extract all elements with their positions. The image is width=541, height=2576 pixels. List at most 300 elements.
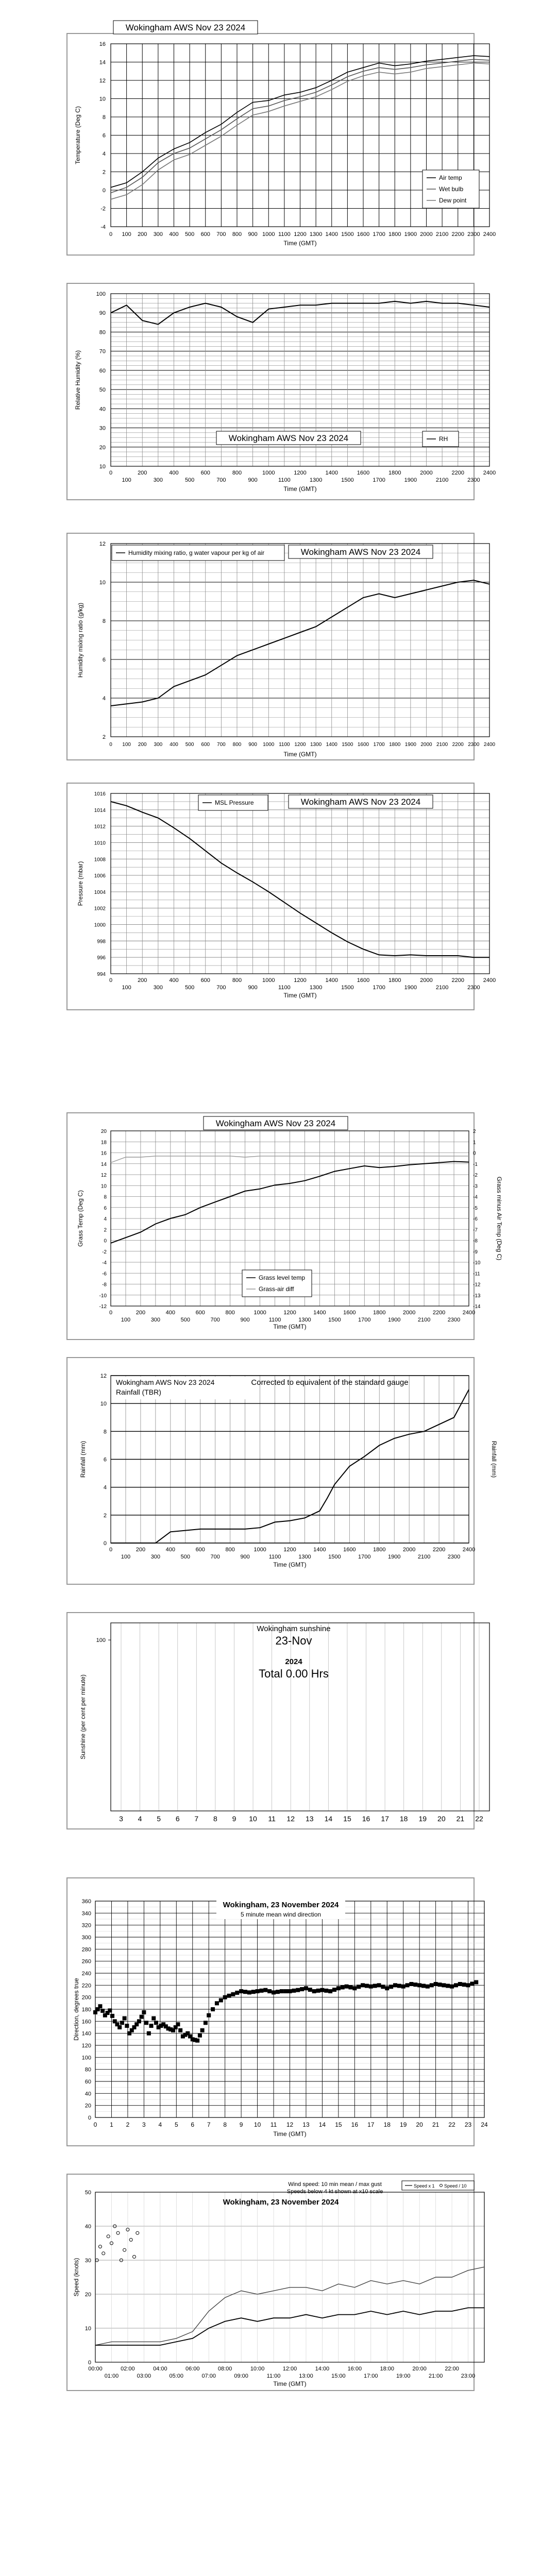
x-tick-label: 7 bbox=[207, 2121, 211, 2128]
x-tick-label: 22 bbox=[448, 2121, 455, 2128]
x-tick-label: 2400 bbox=[483, 470, 496, 476]
x-tick-label: 600 bbox=[200, 977, 210, 984]
data-point bbox=[470, 1981, 474, 1986]
y-tick-label: 4 bbox=[102, 151, 106, 157]
y-tick-label: 4 bbox=[103, 1484, 107, 1491]
x-tick-label: 2300 bbox=[447, 1317, 461, 1323]
y-tick-label: 340 bbox=[81, 1910, 91, 1917]
x-tick-label: 300 bbox=[153, 985, 163, 991]
x-tick-label: 07:00 bbox=[201, 2373, 216, 2379]
y-tick-label: 0 bbox=[88, 2115, 91, 2121]
x-tick-label: 18 bbox=[383, 2121, 391, 2128]
x-tick-label: 16 bbox=[362, 1815, 370, 1823]
x-tick-label: 1500 bbox=[328, 1317, 341, 1323]
x-tick-label: 10:00 bbox=[250, 2366, 265, 2372]
x-tick-label: 16:00 bbox=[347, 2366, 362, 2372]
data-point bbox=[117, 2025, 122, 2029]
data-point bbox=[437, 1982, 442, 1987]
y-tick-label: 300 bbox=[81, 1935, 91, 1941]
x-tick-label: 24 bbox=[481, 2121, 488, 2128]
y2-tick-label: -13 bbox=[473, 1293, 481, 1299]
data-point bbox=[312, 1989, 316, 1993]
y-tick-label: 100 bbox=[81, 2055, 91, 2061]
x-tick-label: 6 bbox=[175, 1815, 180, 1823]
data-point bbox=[393, 1983, 397, 1987]
x-tick-label: 300 bbox=[150, 1554, 161, 1560]
x-tick-label: 600 bbox=[200, 231, 210, 238]
x-tick-label: 1300 bbox=[309, 477, 323, 483]
chart-frame bbox=[67, 33, 474, 255]
data-point bbox=[405, 1983, 410, 1987]
y-tick-label: -4 bbox=[100, 224, 106, 230]
x-tick-label: 1400 bbox=[326, 742, 337, 748]
chart-frame bbox=[67, 1613, 474, 1829]
x-tick-label: 00:00 bbox=[88, 2366, 103, 2372]
y2-tick-label: -9 bbox=[473, 1249, 478, 1255]
y-tick-label: 2 bbox=[102, 734, 106, 740]
data-point bbox=[98, 2245, 102, 2248]
data-point bbox=[151, 2016, 156, 2021]
y-tick-label: 80 bbox=[99, 329, 106, 336]
x-tick-label: 20 bbox=[416, 2121, 423, 2128]
data-point bbox=[267, 1989, 272, 1993]
x-axis-label: Time (GMT) bbox=[273, 2380, 307, 2387]
x-tick-label: 2000 bbox=[402, 1547, 416, 1553]
x-tick-label: 500 bbox=[184, 477, 195, 483]
data-point bbox=[348, 1985, 352, 1989]
data-point bbox=[207, 2013, 211, 2018]
x-tick-label: 2100 bbox=[435, 985, 449, 991]
data-point bbox=[276, 1990, 280, 1994]
x-tick-label: 100 bbox=[122, 985, 131, 991]
x-tick-label: 1100 bbox=[278, 985, 291, 991]
y-tick-label: -2 bbox=[100, 206, 106, 212]
chart-date: 23-Nov bbox=[275, 1634, 312, 1647]
x-tick-label: 200 bbox=[138, 231, 147, 238]
y-tick-label: 6 bbox=[104, 1205, 107, 1211]
x-tick-label: 1200 bbox=[283, 1547, 296, 1553]
data-point bbox=[227, 1994, 231, 1998]
x-tick-label: 19:00 bbox=[396, 2373, 411, 2379]
x-tick-label: 5 bbox=[174, 2121, 178, 2128]
x-tick-label: 2300 bbox=[467, 231, 480, 238]
x-tick-label: 01:00 bbox=[104, 2373, 119, 2379]
x-tick-label: 0 bbox=[109, 977, 113, 984]
y2-tick-label: 1 bbox=[473, 1140, 476, 1146]
data-point bbox=[219, 1998, 223, 2003]
y-tick-label: 12 bbox=[99, 78, 106, 84]
x-tick-label: 1300 bbox=[309, 231, 323, 238]
x-tick-label: 2000 bbox=[420, 231, 433, 238]
x-tick-label: 100 bbox=[121, 1317, 131, 1323]
y-tick-label: 40 bbox=[84, 2224, 91, 2230]
chart-title: Wokingham, 23 November 2024 bbox=[223, 2198, 339, 2207]
x-tick-label: 900 bbox=[248, 231, 258, 238]
y2-axis-label: Rainfall (mm) bbox=[491, 1440, 498, 1478]
x-tick-label: 22 bbox=[475, 1815, 483, 1823]
x-tick-label: 400 bbox=[169, 977, 179, 984]
y-tick-label: 8 bbox=[103, 1429, 107, 1435]
x-tick-label: 0 bbox=[109, 1310, 113, 1316]
data-point bbox=[401, 1985, 405, 1989]
y2-tick-label: -7 bbox=[473, 1227, 478, 1233]
y-tick-label: -8 bbox=[102, 1282, 107, 1288]
data-point bbox=[259, 1989, 263, 1993]
data-point bbox=[345, 1985, 349, 1989]
data-point bbox=[369, 1985, 373, 1989]
data-point bbox=[462, 1982, 466, 1987]
y-tick-label: 8 bbox=[102, 114, 106, 121]
y-tick-label: 12 bbox=[100, 1173, 107, 1178]
x-tick-label: 1200 bbox=[294, 470, 307, 476]
x-tick-label: 1 bbox=[110, 2121, 113, 2128]
x-tick-label: 2200 bbox=[432, 1547, 446, 1553]
x-tick-label: 2100 bbox=[435, 477, 449, 483]
x-tick-label: 9 bbox=[239, 2121, 243, 2128]
y-tick-label: 1006 bbox=[94, 873, 106, 879]
plot-area bbox=[111, 1623, 489, 1811]
x-tick-label: 3 bbox=[119, 1815, 123, 1823]
x-tick-label: 20:00 bbox=[412, 2366, 427, 2372]
data-point bbox=[144, 2021, 148, 2025]
chart-grass-temp bbox=[0, 1103, 541, 1350]
chart-rainfall bbox=[0, 1347, 541, 1589]
y-tick-label: 14 bbox=[99, 59, 106, 66]
y-tick-label: 0 bbox=[102, 188, 106, 194]
y-tick-label: 10 bbox=[99, 464, 106, 470]
data-point bbox=[296, 1988, 300, 1992]
legend-label: Wet bulb bbox=[439, 185, 464, 193]
chart-wind-direction bbox=[0, 1868, 541, 2156]
x-tick-label: 1000 bbox=[262, 977, 275, 984]
x-tick-label: 18:00 bbox=[380, 2366, 395, 2372]
chart-annotation: Corrected to equivalent of the standard gauge bbox=[251, 1378, 409, 1387]
x-tick-label: 4 bbox=[158, 2121, 162, 2128]
x-tick-label: 7 bbox=[194, 1815, 199, 1823]
x-tick-label: 21:00 bbox=[428, 2373, 443, 2379]
data-point bbox=[100, 2009, 105, 2013]
data-point bbox=[288, 1989, 292, 1993]
x-tick-label: 1000 bbox=[253, 1547, 266, 1553]
x-tick-label: 15 bbox=[335, 2121, 342, 2128]
y-tick-label: 12 bbox=[100, 1373, 107, 1379]
data-point bbox=[320, 1988, 324, 1992]
data-point bbox=[304, 1986, 308, 1990]
x-tick-label: 1400 bbox=[325, 231, 338, 238]
x-tick-label: 800 bbox=[232, 470, 242, 476]
x-tick-label: 21 bbox=[456, 1815, 465, 1823]
x-tick-label: 0 bbox=[93, 2121, 97, 2128]
y-tick-label: 260 bbox=[81, 1958, 91, 1965]
x-tick-label: 1900 bbox=[404, 231, 417, 238]
chart-title: Wokingham, 23 November 2024 bbox=[223, 1901, 339, 1909]
x-tick-label: 200 bbox=[138, 470, 147, 476]
x-tick-label: 400 bbox=[169, 470, 179, 476]
y-tick-label: 60 bbox=[99, 367, 106, 374]
y-tick-label: 20 bbox=[84, 2103, 91, 2109]
x-tick-label: 18 bbox=[399, 1815, 408, 1823]
legend-label: Grass-air diff bbox=[259, 1285, 294, 1293]
x-tick-label: 2 bbox=[126, 2121, 130, 2128]
x-tick-label: 12 bbox=[286, 2121, 294, 2128]
y-tick-label: 10 bbox=[99, 96, 106, 103]
y-tick-label: 0 bbox=[103, 1540, 107, 1547]
y-tick-label: 10 bbox=[100, 1401, 107, 1408]
data-point bbox=[263, 1988, 267, 1992]
x-tick-label: 14 bbox=[324, 1815, 333, 1823]
y-tick-label: 4 bbox=[104, 1216, 107, 1222]
x-tick-label: 0 bbox=[109, 231, 113, 238]
x-tick-label: 1800 bbox=[373, 1310, 386, 1316]
data-point bbox=[178, 2028, 182, 2032]
data-point bbox=[446, 1984, 450, 1988]
x-tick-label: 1600 bbox=[357, 742, 369, 748]
y-tick-label: 16 bbox=[99, 41, 106, 47]
data-point bbox=[154, 2021, 158, 2025]
x-tick-label: 12 bbox=[286, 1815, 295, 1823]
y-tick-label: 1002 bbox=[94, 906, 106, 912]
y-tick-label: 1016 bbox=[94, 791, 106, 797]
y2-tick-label: 2 bbox=[473, 1129, 476, 1134]
data-point bbox=[102, 2252, 105, 2255]
y-tick-label: 1010 bbox=[94, 840, 106, 846]
data-point bbox=[377, 1983, 381, 1987]
x-tick-label: 1800 bbox=[388, 470, 401, 476]
data-point bbox=[147, 2031, 151, 2036]
data-point bbox=[417, 1983, 421, 1987]
x-tick-label: 700 bbox=[217, 742, 226, 748]
x-tick-label: 21 bbox=[432, 2121, 439, 2128]
data-point bbox=[430, 1983, 434, 1987]
x-tick-label: 2300 bbox=[467, 985, 480, 991]
x-tick-label: 2100 bbox=[435, 231, 449, 238]
x-tick-label: 200 bbox=[138, 977, 147, 984]
x-tick-label: 12:00 bbox=[282, 2366, 297, 2372]
y-tick-label: 6 bbox=[102, 657, 106, 663]
x-tick-label: 900 bbox=[240, 1554, 250, 1560]
data-point bbox=[204, 2021, 208, 2025]
data-point bbox=[149, 2024, 154, 2028]
y-tick-label: 200 bbox=[81, 1994, 91, 2001]
y-tick-label: 14 bbox=[100, 1161, 107, 1167]
x-tick-label: 2400 bbox=[462, 1547, 476, 1553]
data-point bbox=[336, 1986, 341, 1990]
chart-frame bbox=[67, 283, 474, 500]
x-tick-label: 900 bbox=[240, 1317, 250, 1323]
y2-tick-label: -2 bbox=[473, 1173, 478, 1178]
y-tick-label: 50 bbox=[84, 2190, 91, 2196]
data-point bbox=[107, 2235, 110, 2238]
data-point bbox=[235, 1991, 239, 1995]
y-tick-label: 140 bbox=[81, 2030, 91, 2037]
x-tick-label: 400 bbox=[165, 1547, 176, 1553]
y-tick-label: 220 bbox=[81, 1982, 91, 1989]
data-point bbox=[231, 1992, 235, 1996]
data-point bbox=[413, 1982, 417, 1987]
x-tick-label: 23:00 bbox=[461, 2373, 476, 2379]
data-point bbox=[466, 1983, 470, 1987]
x-tick-label: 1100 bbox=[278, 231, 291, 238]
x-tick-label: 1400 bbox=[313, 1547, 326, 1553]
x-tick-label: 6 bbox=[191, 2121, 195, 2128]
chart-mixing-ratio bbox=[0, 523, 541, 770]
x-tick-label: 900 bbox=[248, 477, 258, 483]
data-point bbox=[361, 1983, 365, 1987]
x-tick-label: 900 bbox=[248, 742, 257, 748]
x-tick-label: 2400 bbox=[483, 231, 496, 238]
x-tick-label: 1600 bbox=[357, 470, 370, 476]
data-point bbox=[123, 2248, 126, 2251]
y-tick-label: 100 bbox=[96, 291, 106, 297]
x-tick-label: 700 bbox=[216, 985, 226, 991]
x-tick-label: 1700 bbox=[358, 1554, 371, 1560]
x-tick-label: 1900 bbox=[404, 985, 417, 991]
chart-humidity bbox=[0, 273, 541, 515]
x-tick-label: 13 bbox=[302, 2121, 310, 2128]
x-tick-label: 1200 bbox=[294, 742, 306, 748]
data-point bbox=[341, 1985, 345, 1989]
data-point bbox=[352, 1986, 357, 1990]
chart-note: Speeds below 4 kt shown at x10 scale bbox=[286, 2189, 383, 2195]
y2-tick-label: -10 bbox=[473, 1260, 481, 1266]
y-axis-label: Temperature (Deg C) bbox=[74, 106, 81, 164]
x-tick-label: 1900 bbox=[387, 1554, 401, 1560]
x-tick-label: 1500 bbox=[341, 985, 354, 991]
data-point bbox=[108, 2008, 112, 2012]
chart-subtitle: Rainfall (TBR) bbox=[116, 1388, 161, 1396]
y-tick-label: 998 bbox=[97, 939, 106, 945]
legend-label: Dew point bbox=[439, 197, 467, 204]
x-tick-label: 1900 bbox=[404, 477, 417, 483]
x-axis-label: Time (GMT) bbox=[283, 992, 317, 999]
x-tick-label: 1300 bbox=[298, 1554, 311, 1560]
x-tick-label: 3 bbox=[142, 2121, 146, 2128]
chart-total: Total 0.00 Hrs bbox=[259, 1667, 329, 1680]
x-tick-label: 1300 bbox=[309, 985, 323, 991]
x-tick-label: 13:00 bbox=[299, 2373, 313, 2379]
data-point bbox=[239, 1989, 243, 1993]
x-tick-label: 0 bbox=[109, 470, 113, 476]
data-point bbox=[454, 1983, 458, 1987]
x-axis-label: Time (GMT) bbox=[283, 240, 317, 247]
legend-label: Speed x 1 bbox=[414, 2183, 435, 2189]
x-tick-label: 2400 bbox=[462, 1310, 476, 1316]
x-tick-label: 1300 bbox=[298, 1317, 311, 1323]
x-tick-label: 2200 bbox=[451, 977, 464, 984]
x-tick-label: 2300 bbox=[468, 742, 480, 748]
data-point bbox=[272, 1990, 276, 1994]
data-point bbox=[389, 1985, 393, 1989]
x-tick-label: 04:00 bbox=[153, 2366, 167, 2372]
y-tick-label: 180 bbox=[81, 2007, 91, 2013]
data-point bbox=[123, 2016, 127, 2021]
x-tick-label: 1100 bbox=[268, 1317, 281, 1323]
data-point bbox=[381, 1985, 385, 1989]
x-tick-label: 500 bbox=[180, 1554, 190, 1560]
data-point bbox=[129, 2238, 132, 2241]
y2-tick-label: -8 bbox=[473, 1238, 478, 1244]
x-tick-label: 2200 bbox=[452, 742, 464, 748]
chart-title: Wokingham AWS Nov 23 2024 bbox=[300, 797, 421, 807]
y-tick-label: 240 bbox=[81, 1971, 91, 1977]
x-axis-label: Time (GMT) bbox=[283, 751, 317, 758]
y-tick-label: 16 bbox=[100, 1150, 107, 1157]
y2-tick-label: -3 bbox=[473, 1183, 478, 1190]
x-tick-label: 1900 bbox=[387, 1317, 401, 1323]
data-point bbox=[385, 1986, 389, 1990]
x-axis-label: Time (GMT) bbox=[273, 1561, 307, 1568]
x-tick-label: 300 bbox=[150, 1317, 161, 1323]
x-tick-label: 100 bbox=[122, 742, 131, 748]
y-tick-label: 12 bbox=[99, 541, 106, 547]
data-point bbox=[195, 2039, 199, 2043]
y-axis-label: Humidity mixing ratio (g/kg) bbox=[77, 602, 84, 678]
y-tick-label: 18 bbox=[100, 1140, 107, 1146]
y-axis-label: Direction, degrees true bbox=[73, 1978, 80, 2041]
chart-title: Wokingham AWS Nov 23 2024 bbox=[125, 23, 246, 32]
x-tick-label: 500 bbox=[185, 742, 194, 748]
x-tick-label: 20 bbox=[437, 1815, 446, 1823]
x-tick-label: 15:00 bbox=[331, 2373, 346, 2379]
data-point bbox=[324, 1989, 328, 1993]
chart-title: Wokingham AWS Nov 23 2024 bbox=[228, 433, 349, 443]
x-tick-label: 05:00 bbox=[169, 2373, 184, 2379]
x-tick-label: 1600 bbox=[357, 977, 370, 984]
data-point bbox=[373, 1984, 377, 1988]
x-tick-label: 1800 bbox=[388, 231, 401, 238]
chart-title: Wokingham AWS Nov 23 2024 bbox=[300, 547, 421, 557]
x-tick-label: 15 bbox=[343, 1815, 351, 1823]
x-tick-label: 1700 bbox=[373, 985, 385, 991]
x-tick-label: 100 bbox=[121, 1554, 131, 1560]
x-tick-label: 0 bbox=[109, 742, 112, 748]
x-tick-label: 02:00 bbox=[121, 2366, 135, 2372]
y-tick-label: 10 bbox=[100, 1183, 107, 1190]
chart-pressure bbox=[0, 773, 541, 1020]
x-tick-label: 1700 bbox=[373, 742, 385, 748]
y2-tick-label: -12 bbox=[473, 1282, 481, 1288]
legend-label: MSL Pressure bbox=[215, 799, 254, 806]
y-tick-label: 90 bbox=[99, 310, 106, 317]
data-point bbox=[434, 1982, 438, 1986]
data-point bbox=[200, 2028, 205, 2032]
data-point bbox=[300, 1987, 304, 1991]
y-tick-label: 0 bbox=[104, 1238, 107, 1244]
x-tick-label: 1600 bbox=[343, 1310, 356, 1316]
data-point bbox=[140, 2015, 144, 2019]
x-tick-label: 1500 bbox=[341, 231, 354, 238]
x-tick-label: 03:00 bbox=[137, 2373, 151, 2379]
y-tick-label: 320 bbox=[81, 1922, 91, 1929]
x-tick-label: 1100 bbox=[278, 477, 291, 483]
y-tick-label: 2 bbox=[102, 169, 106, 176]
x-tick-label: 11 bbox=[270, 2121, 277, 2128]
y-tick-label: 1008 bbox=[94, 857, 106, 863]
x-tick-label: 2200 bbox=[451, 470, 464, 476]
y-tick-label: 20 bbox=[100, 1129, 107, 1134]
y-tick-label: 6 bbox=[102, 132, 106, 139]
y-tick-label: 1004 bbox=[94, 889, 106, 895]
chart-title: Wokingham AWS Nov 23 2024 bbox=[215, 1118, 336, 1128]
x-tick-label: 19 bbox=[400, 2121, 407, 2128]
x-tick-label: 800 bbox=[232, 231, 242, 238]
y-tick-label: 30 bbox=[84, 2258, 91, 2264]
data-point bbox=[223, 1995, 227, 1999]
x-tick-label: 06:00 bbox=[185, 2366, 200, 2372]
x-tick-label: 100 bbox=[122, 231, 131, 238]
x-tick-label: 5 bbox=[157, 1815, 161, 1823]
x-tick-label: 2000 bbox=[402, 1310, 416, 1316]
